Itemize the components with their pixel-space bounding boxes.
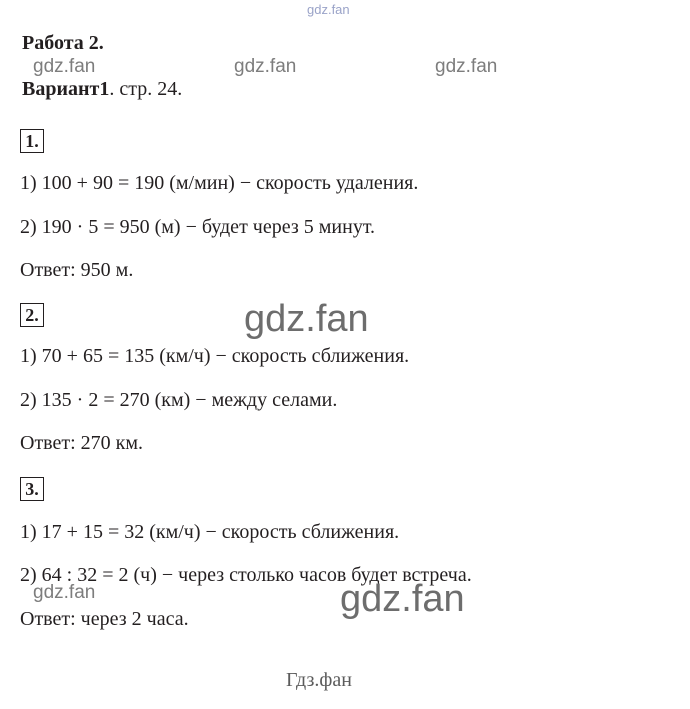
watermark-top: gdz.fan (307, 2, 350, 17)
task-2-line-1: 1) 70 + 65 = 135 (км/ч) − скорость сближения. (20, 345, 410, 367)
watermark-small-2: gdz.fan (234, 56, 297, 77)
task-1-answer: Ответ: 950 м. (20, 259, 134, 281)
watermark-bottom: Гдз.фан (286, 669, 352, 691)
task-number-1: 1. (20, 129, 44, 153)
task-3-line-2: 2) 64 : 32 = 2 (ч) − через столько часов будет встреча. (20, 564, 472, 586)
page-title: Работа 2. (22, 32, 104, 54)
task-3-answer: Ответ: через 2 часа. (20, 608, 189, 630)
task-3-line-1: 1) 17 + 15 = 32 (км/ч) − скорость сближения. (20, 521, 400, 543)
task-1-line-2: 2) 190 · 5 = 950 (м) − будет через 5 минут. (20, 216, 376, 238)
variant-label: Вариант (22, 78, 100, 100)
variant-line (22, 78, 182, 101)
task-number-2: 2. (20, 303, 44, 327)
task-1-line-1: 1) 100 + 90 = 190 (м/мин) − скорость удаления. (20, 172, 419, 194)
variant-page: . стр. 24. (109, 78, 183, 100)
task-2-line-2: 2) 135 · 2 = 270 (км) − между селами. (20, 389, 338, 411)
watermark-big-2: gdz.fan (340, 578, 465, 620)
task-number-3: 3. (20, 477, 44, 501)
watermark-small-1: gdz.fan (33, 56, 96, 77)
watermark-big-1: gdz.fan (244, 298, 369, 340)
watermark-small-4: gdz.fan (33, 582, 96, 603)
variant-number: 1 (99, 78, 110, 100)
task-2-answer: Ответ: 270 км. (20, 432, 144, 454)
watermark-small-3: gdz.fan (435, 56, 498, 77)
